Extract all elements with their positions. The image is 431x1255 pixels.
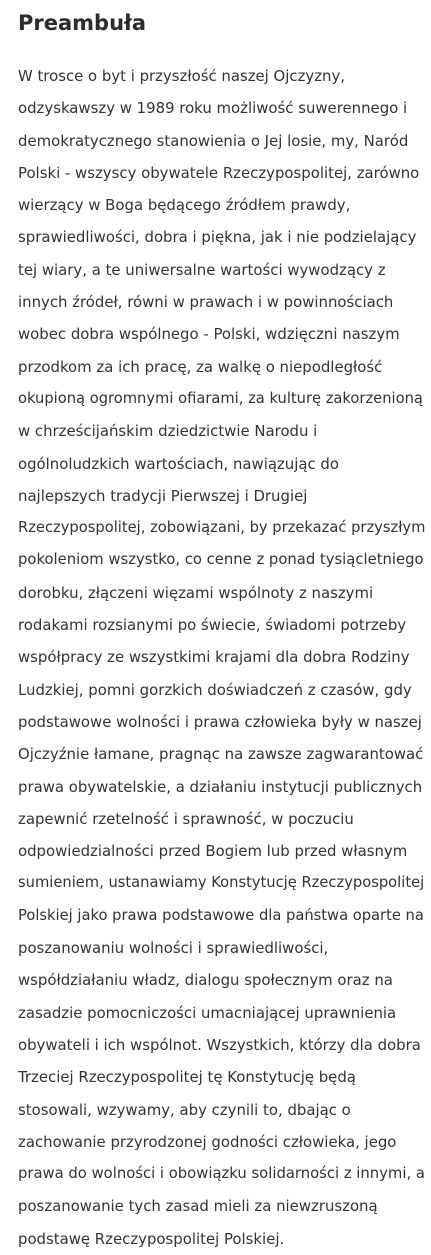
text-line: wobec dobra wspólnego - Polski, wdzięczni naszym — [18, 325, 400, 344]
text-line: Trzeciej Rzeczypospolitej tę Konstytucję będą — [18, 1068, 356, 1087]
text-line: tej wiary, a te uniwersalne wartości wywodzący z — [18, 260, 386, 279]
text-line: sprawiedliwości, dobra i piękna, jak i nie podzielający — [18, 228, 417, 247]
text-line: innych źródeł, równi w prawach i w powinnościach — [18, 293, 394, 312]
text-line: okupioną ogromnymi ofiarami, za kulturę zakorzenioną — [18, 389, 423, 407]
text-line: poszanowanie tych zasad mieli za niewzruszoną — [18, 1197, 378, 1216]
text-line: przodkom za ich pracę, za walkę o niepodległość — [18, 357, 383, 376]
text-line: Polski - wszyscy obywatele Rzeczypospolitej, zarówno — [18, 163, 420, 182]
text-line: Rzeczypospolitej, zobowiązani, by przekazać przyszłym — [18, 519, 426, 537]
preamble-text — [18, 60, 426, 1255]
text-line: w chrześcijańskim dziedzictwie Narodu i — [18, 422, 318, 441]
text-line: podstawowe wolności i prawa człowieka były w naszej — [18, 712, 422, 731]
text-line: Polskiej jako prawa podstawowe dla państwa oparte na — [18, 906, 424, 924]
text-line: odzyskawszy w 1989 roku możliwość suwerennego i — [18, 99, 408, 118]
text-line: Ojczyźnie łamane, pragnąc na zawsze zagwarantować — [18, 745, 424, 764]
text-line: odpowiedzialności przed Bogiem lub przed własnym — [18, 842, 408, 861]
text-line: pokoleniom wszystko, co cenne z ponad tysiącletniego — [18, 551, 424, 569]
text-line: demokratycznego stanowienia o Jej losie, my, Naród — [18, 131, 409, 150]
text-line: współpracy ze wszystkimi krajami dla dobra Rodziny — [18, 648, 410, 667]
text-line: prawa obywatelskie, a działaniu instytucji publicznych — [18, 777, 423, 796]
text-line: sumieniem, ustanawiamy Konstytucję Rzeczypospolitej — [18, 874, 425, 892]
text-line: rodakami rozsianymi po świecie, świadomi potrzeby — [18, 616, 407, 635]
text-line: obywateli i ich wspólnot. Wszystkich, którzy dla dobra — [18, 1035, 421, 1054]
text-line: współdziałaniu władz, dialogu społecznym oraz na — [18, 971, 393, 990]
text-line: stosowali, wzywamy, aby czynili to, dbając o — [18, 1100, 351, 1119]
text-line: zapewnić rzetelność i sprawność, w poczuciu — [18, 809, 354, 828]
text-line: dorobku, złączeni więzami wspólnoty z naszymi — [18, 583, 374, 602]
text-line: zachowanie przyrodzonej godności człowieka, jego — [18, 1132, 397, 1151]
text-line: Ludzkiej, pomni gorzkich doświadczeń z czasów, gdy — [18, 680, 412, 699]
text-line: prawa do wolności i obowiązku solidarności z innymi, a — [18, 1165, 425, 1183]
page-title: Preambuła — [18, 11, 146, 35]
text-line: najlepszych tradycji Pierwszej i Drugiej — [18, 486, 308, 505]
text-line: W trosce o byt i przyszłość naszej Ojczyzny, — [18, 67, 346, 85]
text-line: zasadzie pomocniczości umacniającej uprawnienia — [18, 1003, 397, 1022]
text-line: poszanowaniu wolności i sprawiedliwości, — [18, 939, 329, 958]
text-line: ogólnoludzkich wartościach, nawiązując do — [18, 454, 339, 473]
text-line: wierzący w Boga będącego źródłem prawdy, — [18, 196, 351, 215]
text-line: podstawę Rzeczypospolitej Polskiej. — [18, 1229, 285, 1248]
